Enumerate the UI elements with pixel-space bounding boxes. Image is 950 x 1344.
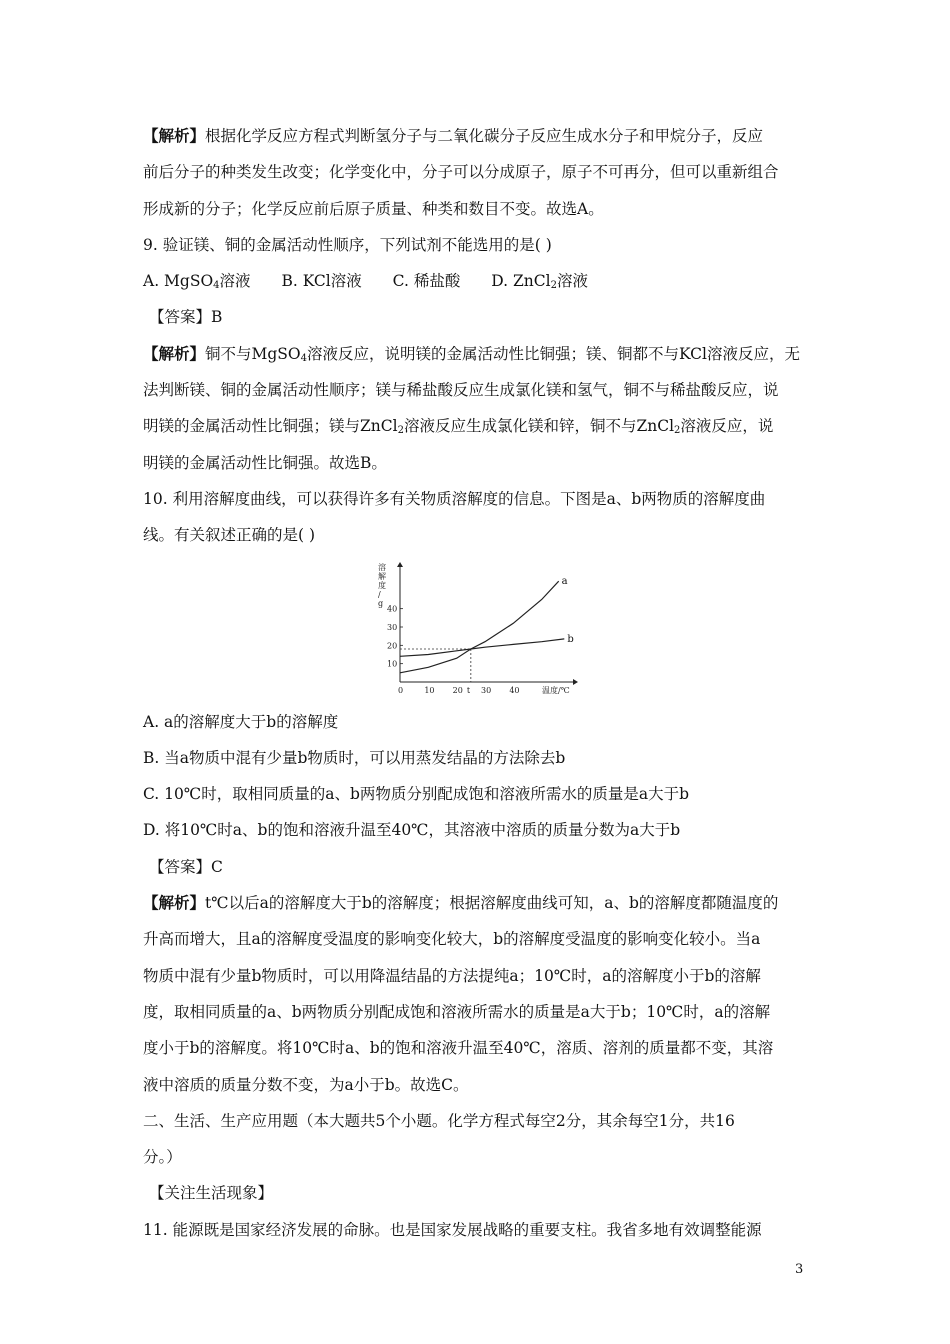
series-b-curve	[400, 638, 564, 655]
series-a-curve	[400, 581, 559, 673]
q9-option-a-text: A. MgSO	[143, 272, 214, 291]
series-a-label: a	[561, 575, 568, 587]
q9-option-b: B. KCl溶液	[281, 272, 362, 291]
x-tick-label: 0	[398, 685, 404, 695]
x-axis-label: 温度/℃	[542, 685, 570, 695]
q10-option: A. a的溶解度大于b的溶解度	[143, 712, 339, 731]
q9-option-a-suffix: 溶液	[219, 272, 251, 291]
solubility-figure	[143, 554, 808, 704]
q10-stem: 10. 利用溶解度曲线，可以获得许多有关物质溶解度的信息。下图是a、b两物质的溶解度曲	[143, 489, 766, 508]
y-tick-label: 40	[387, 604, 398, 614]
q9-analysis-line	[143, 336, 808, 372]
q10-analysis-line: 度，取相同质量的a、b两物质分别配成饱和溶液所需水的质量是a大于b；10℃时，a的溶解	[143, 1002, 771, 1021]
q9-option-d	[491, 263, 588, 299]
q9-option-a	[143, 263, 251, 299]
section-heading: 二、生活、生产应用题（本大题共5个小题。化学方程式每空2分，其余每空1分，共16	[143, 1111, 735, 1130]
q9-option-c: C. 稀盐酸	[392, 272, 461, 291]
y-axis-label-char: /	[378, 589, 381, 599]
q9-answer: 【答案】B	[149, 308, 223, 327]
q9-stem: 9. 验证镁、铜的金属活动性顺序，下列试剂不能选用的是( )	[143, 235, 552, 254]
q10-stem: 线。有关叙述正确的是( )	[143, 526, 316, 545]
q10-analysis-line	[143, 885, 808, 921]
q9-analysis-line	[143, 408, 808, 444]
q8-analysis-line	[143, 118, 808, 154]
q9-analysis-line: 法判断镁、铜的金属活动性顺序；镁与稀盐酸反应生成氯化镁和氢气，铜不与稀盐酸反应，说	[143, 381, 779, 400]
subscript: 4	[300, 352, 308, 364]
y-tick-label: 10	[387, 659, 398, 669]
analysis-tag: 【解析】	[143, 343, 206, 363]
q11-stem: 11. 能源既是国家经济发展的命脉。也是国家发展战略的重要支柱。我省多地有效调整能源	[143, 1220, 762, 1239]
subscript: 2	[397, 425, 404, 437]
y-axis-label-char: 解	[378, 571, 386, 581]
q10-answer: 【答案】C	[149, 857, 223, 876]
q9-analysis-text: 溶液反应，说	[680, 417, 774, 436]
x-tick-label: 10	[424, 685, 435, 695]
y-axis-arrow	[397, 562, 403, 567]
q10-option: C. 10℃时，取相同质量的a、b两物质分别配成饱和溶液所需水的质量是a大于b	[143, 785, 690, 804]
q9-options	[143, 263, 808, 299]
x-tick-label: 20	[452, 685, 463, 695]
page-number: 3	[795, 1262, 804, 1277]
y-axis-label-char: g	[378, 598, 384, 608]
y-tick-label: 20	[387, 640, 398, 650]
q8-analysis-line: 前后分子的种类发生改变；化学变化中，分子可以分成原子，原子不可再分，但可以重新组合	[143, 163, 779, 182]
q9-analysis-text: 明镁的金属活动性比铜强；镁与ZnCl	[143, 417, 398, 436]
q10-option: D. 将10℃时a、b的饱和溶液升温至40℃，其溶液中溶质的质量分数为a大于b	[143, 821, 681, 840]
y-axis-label-char: 溶	[378, 562, 386, 572]
y-tick-label: 30	[387, 622, 398, 632]
section-subheading: 【关注生活现象】	[149, 1184, 274, 1203]
q9-analysis-text: 铜不与MgSO	[205, 344, 301, 363]
q10-analysis-line: 度小于b的溶解度。将10℃时a、b的饱和溶液升温至40℃，溶质、溶剂的质量都不变，其溶	[143, 1039, 774, 1058]
page-content	[143, 118, 808, 1248]
series-b-label: b	[567, 633, 574, 645]
q9-option-d-suffix: 溶液	[556, 272, 588, 291]
q10-option: B. 当a物质中混有少量b物质时，可以用蒸发结晶的方法除去b	[143, 748, 566, 767]
q10-analysis-line: 升高而增大，且a的溶解度受温度的影响变化较大，b的溶解度受温度的影响变化较小。当a	[143, 930, 761, 949]
q9-analysis-text: 溶液反应，说明镁的金属活动性比铜强；镁、铜都不与KCl溶液反应，无	[307, 344, 800, 363]
analysis-tag: 【解析】	[143, 893, 206, 913]
subscript: 2	[550, 280, 557, 292]
section-heading: 分。）	[143, 1148, 182, 1167]
analysis-tag: 【解析】	[143, 126, 206, 145]
x-axis-arrow	[573, 679, 578, 685]
q9-analysis-line: 明镁的金属活动性比铜强。故选B。	[143, 453, 387, 472]
q8-analysis-line: 形成新的分子；化学反应前后原子质量、种类和数目不变。故选A。	[143, 199, 604, 218]
q10-analysis-text: t℃以后a的溶解度大于b的溶解度；根据溶解度曲线可知，a、b的溶解度都随温度的	[205, 894, 779, 913]
x-tick-label: 30	[481, 685, 492, 695]
x-tick-label: t	[466, 685, 471, 695]
q8-analysis-text: 根据化学反应方程式判断氢分子与二氧化碳分子反应生成水分子和甲烷分子，反应	[205, 127, 764, 145]
q10-analysis-line: 液中溶质的质量分数不变，为a小于b。故选C。	[143, 1075, 469, 1094]
y-axis-label-char: 度	[378, 580, 386, 590]
subscript: 2	[674, 425, 681, 437]
q9-analysis-text: 溶液反应生成氯化镁和锌，铜不与ZnCl	[403, 417, 675, 436]
subscript: 4	[213, 280, 220, 292]
solubility-curve-chart	[368, 560, 578, 700]
x-tick-label: 40	[509, 685, 520, 695]
q10-analysis-line: 物质中混有少量b物质时，可以用降温结晶的方法提纯a；10℃时，a的溶解度小于b的溶解	[143, 966, 761, 985]
q9-option-d-text: D. ZnCl	[491, 272, 551, 291]
